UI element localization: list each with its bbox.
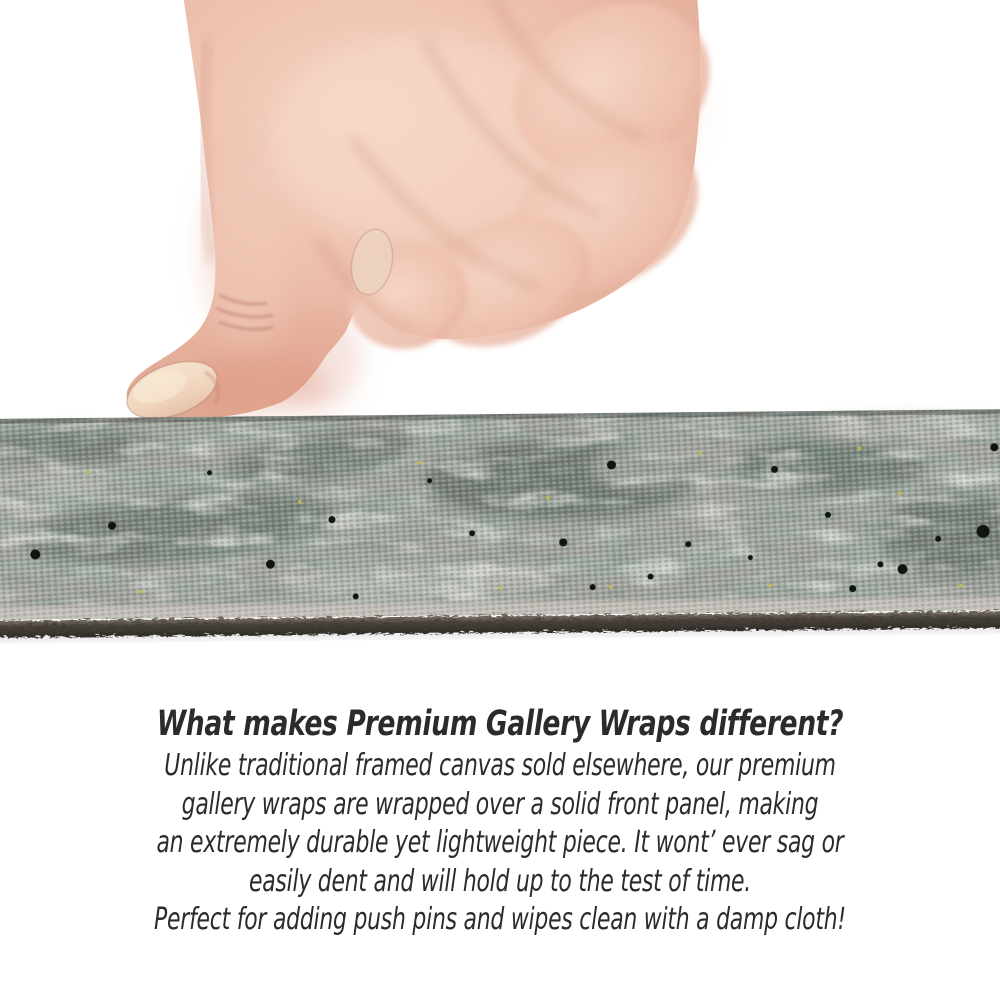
hand-photo xyxy=(119,0,739,430)
info-body-line-2: gallery wraps are wrapped over a solid front panel, making xyxy=(181,786,819,822)
gallery-wrap-canvas-edge xyxy=(0,409,1000,643)
canvas-grain xyxy=(0,409,1000,615)
info-body-line-3: an extremely durable yet lightweight piece. It wont’ ever sag or xyxy=(156,825,844,860)
info-body-line-4: easily dent and will hold up to the test of time. xyxy=(248,863,752,899)
info-body-line-5: Perfect for adding push pins and wipes clean with a damp cloth! xyxy=(154,902,846,937)
thumb-side-redness xyxy=(276,308,360,412)
info-heading: What makes Premium Gallery Wraps different? xyxy=(156,704,844,744)
info-section xyxy=(0,701,1000,940)
info-body-line-1: Unlike traditional framed canvas sold elsewhere, our premium xyxy=(164,748,836,783)
